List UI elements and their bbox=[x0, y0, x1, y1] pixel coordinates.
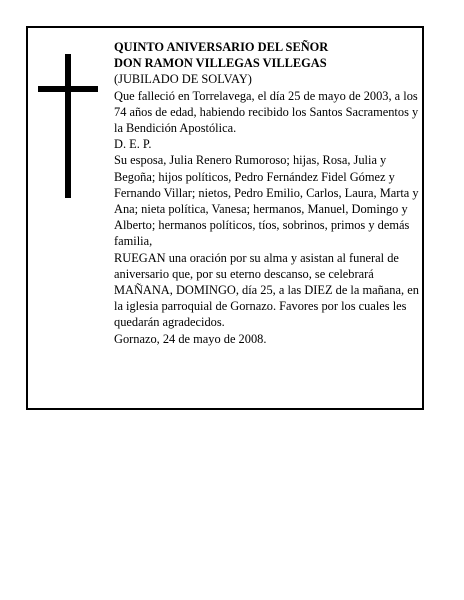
death-info: Que falleció en Torrelavega, el día 25 de mayo de 2003, a los 74 años de edad, habiendo recibido los Santos Sacramentos y la Bendición Apostólica. bbox=[114, 88, 419, 136]
notice-subtitle: (JUBILADO DE SOLVAY) bbox=[114, 72, 252, 87]
notice-title-line-1: QUINTO ANIVERSARIO DEL SEÑOR bbox=[114, 40, 329, 54]
place-date: Gornazo, 24 de mayo de 2008. bbox=[114, 331, 267, 346]
diez-word: DIEZ bbox=[304, 283, 333, 298]
cross-icon bbox=[38, 54, 98, 198]
rip-text: D. E. P. bbox=[114, 137, 152, 152]
request-text-3: de la mañana, en la iglesia parroquial de Gornazo. Favores por los cuales les quedarán agradecidos. bbox=[114, 283, 419, 330]
notice-text bbox=[114, 39, 424, 347]
cross-vertical-bar bbox=[65, 54, 71, 198]
cross-horizontal-bar bbox=[38, 86, 98, 92]
manana-domingo: MAÑANA, DOMINGO, bbox=[114, 283, 239, 298]
obituary-notice bbox=[26, 26, 424, 410]
request-text-1: una oración por su alma y asistan al funeral de aniversario que, por su eterno descanso, se celebrará bbox=[114, 250, 399, 281]
ruegan-word: RUEGAN bbox=[114, 250, 166, 265]
funeral-request bbox=[114, 250, 424, 331]
family-list: Su esposa, Julia Renero Rumoroso; hijas, Rosa, Julia y Begoña; hijos políticos, Pedro Fernández Fidel Gómez y Fernando Villar; nietos, Pedro Emilio, Carlos, Laura, Marta y Ana; nieta política, Vanesa; hermanos, Manuel, Domingo y Alberto; hermanos políticos, tíos, sobrinos, primos y demás familia, bbox=[114, 153, 419, 249]
request-text-2: día 25, a las bbox=[238, 283, 305, 298]
notice-title-line-2: DON RAMON VILLEGAS VILLEGAS bbox=[114, 56, 327, 71]
